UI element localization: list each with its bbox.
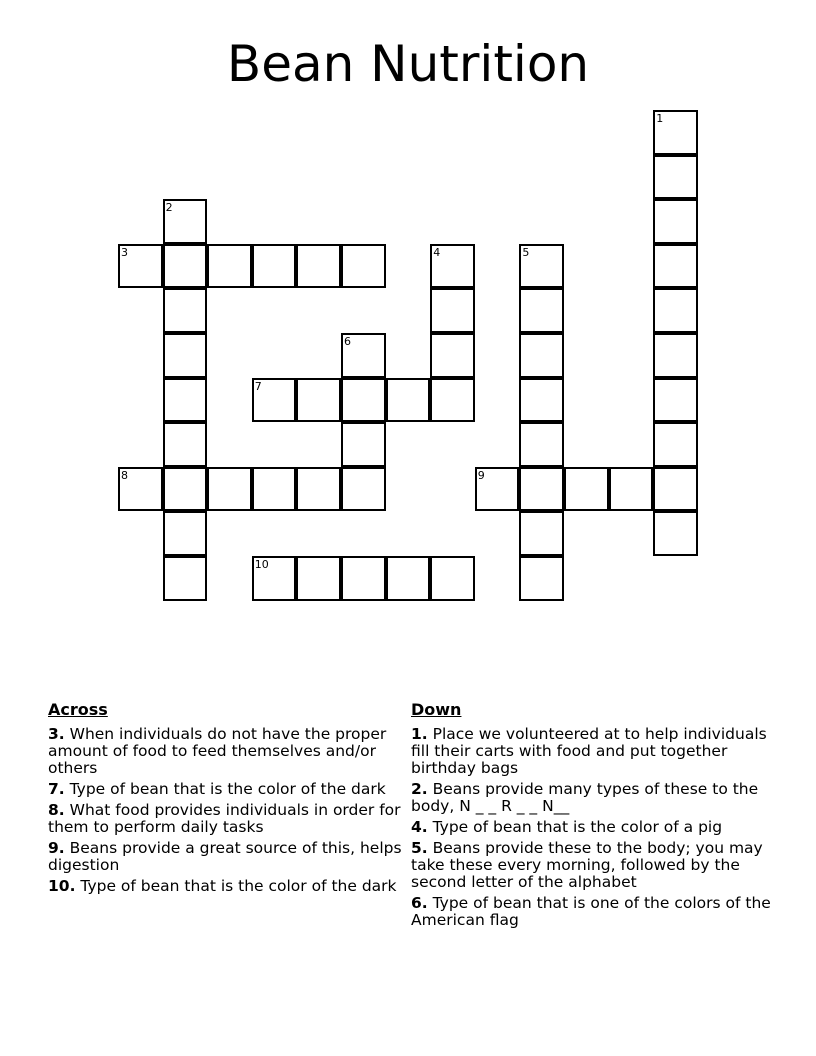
clue-number-label: 5.	[411, 839, 428, 857]
page-title: Bean Nutrition	[226, 35, 590, 93]
grid-cell[interactable]	[296, 378, 341, 423]
grid-cell[interactable]	[386, 556, 431, 601]
grid-cell[interactable]	[519, 467, 564, 512]
clue-item	[48, 726, 408, 777]
clue-item	[411, 819, 771, 836]
grid-cell[interactable]	[653, 199, 698, 244]
clue-text: When individuals do not have the proper amount of food to feed themselves and/or others	[48, 725, 387, 777]
clue-text: Place we volunteered at to help individuals fill their carts with food and put together birthday bags	[411, 725, 767, 777]
grid-cell[interactable]	[430, 288, 475, 333]
clue-number: 3	[121, 245, 128, 259]
clue-item	[48, 878, 408, 895]
clue-number: 1	[656, 112, 664, 125]
grid-cell[interactable]	[296, 467, 341, 512]
clue-item	[411, 781, 771, 815]
grid-cell[interactable]	[163, 467, 208, 512]
clue-item	[411, 895, 771, 929]
clue-text: Beans provide a great source of this, helps digestion	[48, 839, 402, 874]
grid-cell[interactable]	[653, 422, 698, 467]
clue-text: What food provides individuals in order for them to perform daily tasks	[48, 801, 401, 836]
grid-cell[interactable]	[653, 511, 698, 556]
clue-number: 10	[254, 558, 269, 571]
grid-cell[interactable]	[653, 244, 698, 289]
grid-cell[interactable]	[519, 244, 564, 289]
across-heading: Across	[48, 700, 108, 719]
clue-number-label: 3.	[48, 725, 65, 743]
grid-cell[interactable]	[653, 155, 698, 200]
grid-cell[interactable]	[163, 288, 208, 333]
grid-cell[interactable]	[519, 378, 564, 423]
clue-number-label: 6.	[411, 894, 428, 912]
grid-cell[interactable]	[252, 244, 297, 289]
grid-cell[interactable]	[653, 110, 698, 155]
grid-cell[interactable]	[430, 378, 475, 423]
grid-cell[interactable]	[564, 467, 609, 512]
grid-cell[interactable]	[519, 511, 564, 556]
grid-cell[interactable]	[430, 333, 475, 378]
grid-cell[interactable]	[163, 244, 208, 289]
grid-cell[interactable]	[163, 378, 208, 423]
clue-text: Type of bean that is the color of a pig	[427, 818, 723, 836]
grid-cell[interactable]	[118, 467, 163, 512]
grid-cell[interactable]	[519, 333, 564, 378]
clue-text: Type of bean that is one of the colors of the American flag	[411, 894, 771, 929]
grid-cell[interactable]	[341, 422, 386, 467]
down-clues	[411, 700, 771, 933]
clue-item	[48, 802, 408, 836]
clue-number-label: 4.	[411, 818, 428, 836]
clue-text: Beans provide many types of these to the body, N _ _ R _ _ N__	[411, 780, 759, 815]
clue-number: 9	[477, 468, 485, 482]
grid-cell[interactable]	[430, 556, 475, 601]
grid-cell[interactable]	[163, 422, 208, 467]
grid-cell[interactable]	[296, 556, 341, 601]
clue-number-label: 2.	[411, 780, 428, 798]
grid-cell[interactable]	[163, 333, 208, 378]
grid-cell[interactable]	[207, 244, 252, 289]
down-heading: Down	[411, 700, 462, 719]
clue-number-label: 9.	[48, 839, 65, 857]
across-clues	[48, 700, 408, 899]
grid-cell[interactable]	[653, 467, 698, 512]
grid-cell[interactable]	[475, 467, 520, 512]
clue-text: Type of bean that is the color of the dark	[64, 780, 386, 798]
grid-cell[interactable]	[118, 244, 163, 289]
grid-cell[interactable]	[341, 333, 386, 378]
grid-cell[interactable]	[163, 556, 208, 601]
clue-item	[411, 840, 771, 891]
grid-cell[interactable]	[163, 511, 208, 556]
grid-cell[interactable]	[519, 422, 564, 467]
grid-cell[interactable]	[519, 288, 564, 333]
grid-cell[interactable]	[653, 333, 698, 378]
grid-cell[interactable]	[207, 467, 252, 512]
clue-number: 5	[522, 245, 530, 259]
clue-number-label: 1.	[411, 725, 428, 743]
clue-number: 8	[121, 468, 128, 482]
grid-cell[interactable]	[341, 467, 386, 512]
grid-cell[interactable]	[252, 378, 297, 423]
clue-item	[48, 840, 408, 874]
clue-text: Beans provide these to the body; you may take these every morning, followed by the second letter of the alphabet	[411, 839, 763, 891]
grid-cell[interactable]	[252, 556, 297, 601]
clue-number-label: 10.	[48, 877, 76, 895]
grid-cell[interactable]	[519, 556, 564, 601]
grid-cell[interactable]	[341, 556, 386, 601]
clue-item	[48, 781, 408, 798]
grid-cell[interactable]	[609, 467, 654, 512]
grid-cell[interactable]	[341, 378, 386, 423]
clue-number: 7	[254, 379, 262, 393]
clue-number: 2	[165, 201, 173, 215]
grid-cell[interactable]	[653, 288, 698, 333]
clue-item	[411, 726, 771, 777]
clue-number-label: 8.	[48, 801, 65, 819]
clue-text: Type of bean that is the color of the dark	[75, 877, 397, 895]
grid-cell[interactable]	[386, 378, 431, 423]
grid-cell[interactable]	[653, 378, 698, 423]
grid-cell[interactable]	[296, 244, 341, 289]
clue-number: 4	[433, 245, 441, 259]
grid-cell[interactable]	[341, 244, 386, 289]
grid-cell[interactable]	[252, 467, 297, 512]
grid-cell[interactable]	[430, 244, 475, 289]
clue-number-label: 7.	[48, 780, 65, 798]
clue-number: 6	[344, 335, 351, 348]
grid-cell[interactable]	[163, 199, 208, 244]
